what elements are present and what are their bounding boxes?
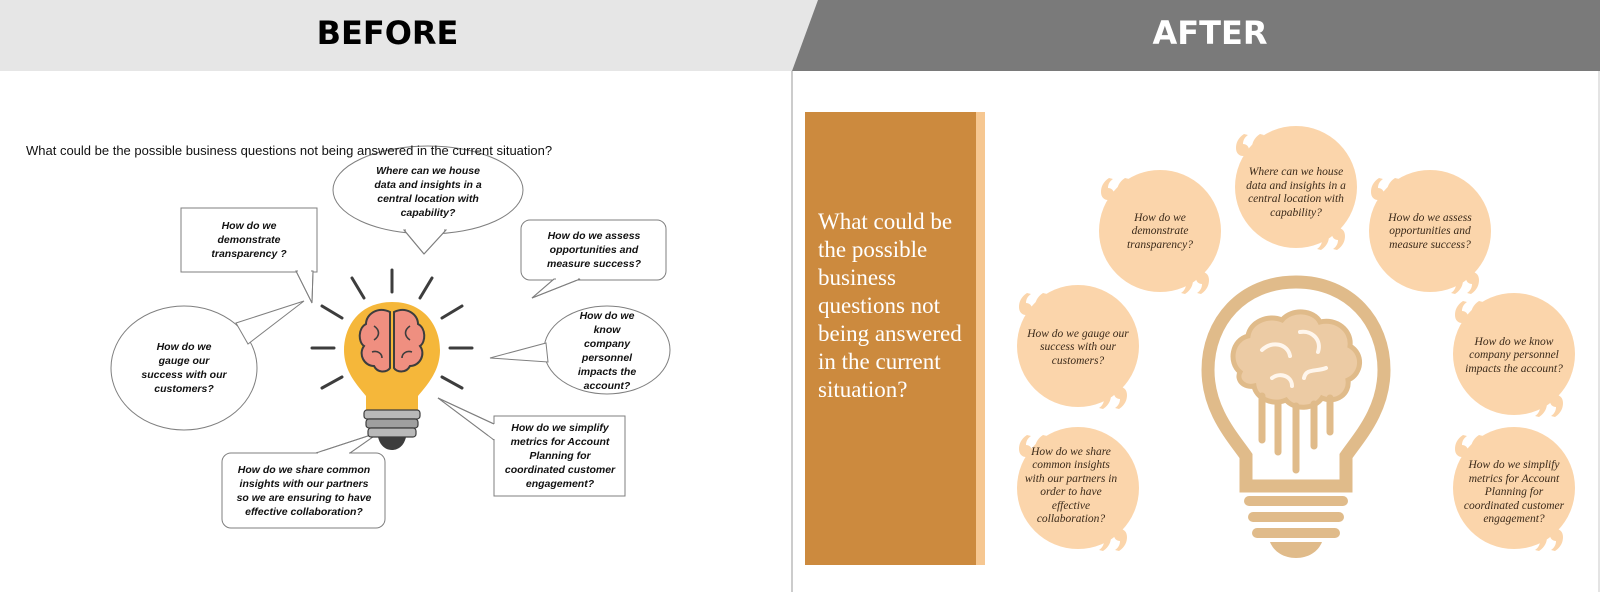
callout-gauge: How do we gauge our success with our customers? bbox=[141, 341, 227, 395]
callout-gauge-tail bbox=[236, 301, 304, 344]
after-question: What could be the possible business questions not being answered in the current situation? bbox=[818, 209, 962, 402]
lightbulb-icon bbox=[312, 270, 472, 450]
before-title: BEFORE bbox=[316, 14, 459, 52]
bubble-assess: How do we assess opportunities and measure success? bbox=[1388, 211, 1472, 251]
callout-know-tail bbox=[490, 343, 548, 362]
bubble-simplify: How do we simplify metrics for Account Planning for coordinated customer engagement? bbox=[1463, 459, 1565, 526]
brain-bulb-icon bbox=[1208, 282, 1384, 558]
callout-simplify: How do we simplify metrics for Account Planning for coordinated customer engagement? bbox=[504, 422, 616, 490]
before-question: What could be the possible business questions not being answered in the current situation? bbox=[26, 143, 553, 158]
callout-assess: How do we assess opportunities and measure success? bbox=[547, 230, 641, 270]
callout-share: How do we share common insights with our partners so we are ensuring to have effective collaboration? bbox=[236, 464, 372, 518]
callout-know: How do we know company personnel impacts the account? bbox=[577, 310, 637, 392]
bubble-gauge: How do we gauge our success with our customers? bbox=[1027, 327, 1129, 367]
bubble-transparency: How do we demonstrate transparency? bbox=[1126, 211, 1193, 251]
callout-house-data-tail bbox=[404, 230, 446, 254]
bubble-share: How do we share common insights with our partners in order to have effective collaboration? bbox=[1024, 445, 1118, 525]
callout-transparency: How do we demonstrate transparency ? bbox=[211, 220, 287, 260]
callout-house-data: Where can we house data and insights in a central location with capability? bbox=[374, 165, 482, 219]
after-title: AFTER bbox=[1152, 14, 1268, 52]
question-panel-accent bbox=[976, 112, 985, 565]
bubble-house-data: Where can we house data and insights in a central location with capability? bbox=[1246, 166, 1346, 219]
bubble-know: How do we know company personnel impacts the account? bbox=[1465, 335, 1563, 375]
